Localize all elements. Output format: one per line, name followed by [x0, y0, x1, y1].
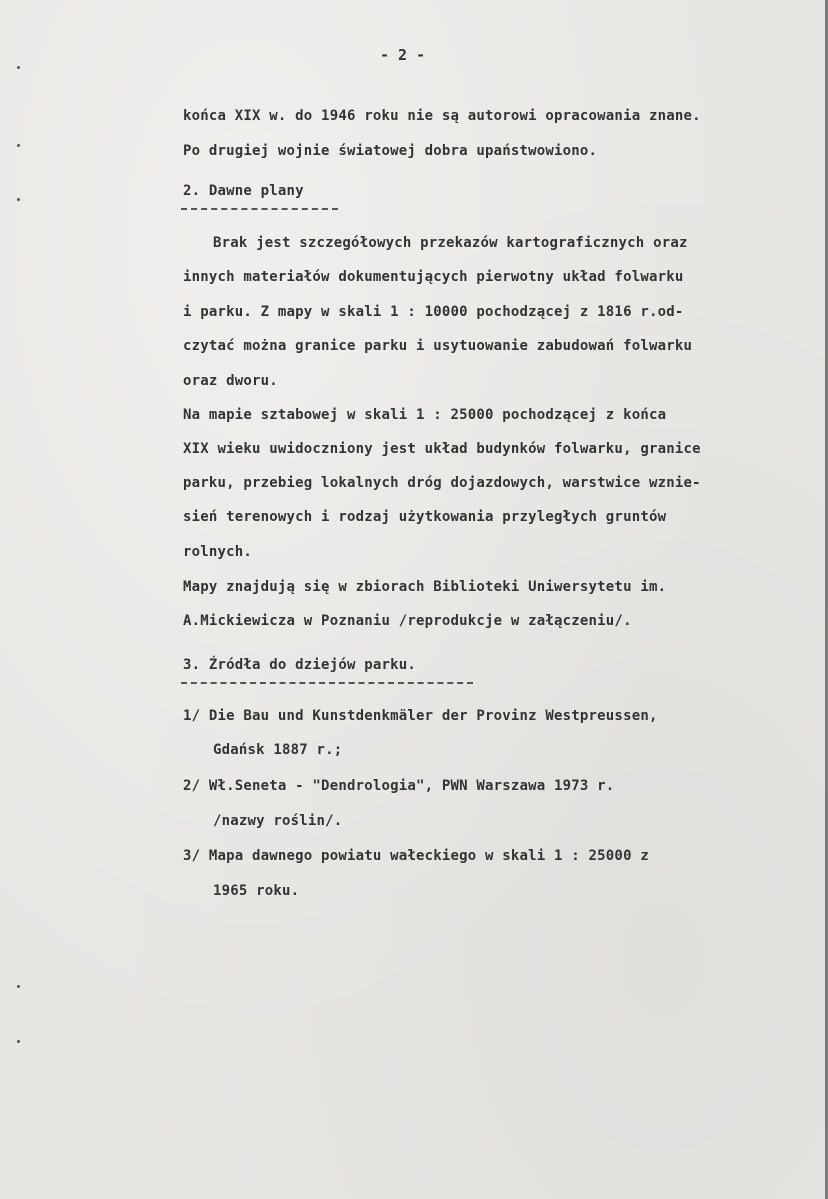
paragraph-line: Na mapie sztabowej w skali 1 : 25000 pochodzącej z końca [183, 407, 667, 423]
paragraph-line: rolnych. [183, 544, 253, 560]
paragraph-line: sień terenowych i rodzaj użytkowania przyległych gruntów [183, 509, 667, 525]
margin-dot [17, 1040, 20, 1043]
section-2-underline [181, 208, 338, 210]
paragraph-line: Brak jest szczegółowych przekazów kartograficznych oraz [213, 235, 688, 251]
intro-line: końca XIX w. do 1946 roku nie są autorowi opracowania znane. [183, 108, 701, 124]
section-3-heading: 3. Źródła do dziejów parku. [183, 657, 416, 673]
margin-dot [17, 66, 20, 69]
source-item-continuation: 1965 roku. [213, 883, 300, 899]
paragraph-line: i parku. Z mapy w skali 1 : 10000 pochodzącej z 1816 r.od- [183, 304, 684, 320]
source-item: 2/ Wł.Seneta - "Dendrologia", PWN Warszawa 1973 r. [183, 778, 615, 794]
section-3-underline [181, 682, 473, 684]
intro-line: Po drugiej wojnie światowej dobra upaństwowiono. [183, 143, 598, 159]
page-number: - 2 - [380, 46, 426, 64]
margin-dot [17, 144, 20, 147]
source-item-continuation: /nazwy roślin/. [213, 813, 343, 829]
section-2-heading: 2. Dawne plany [183, 183, 304, 199]
source-item: 1/ Die Bau und Kunstdenkmäler der Provinz Westpreussen, [183, 708, 658, 724]
paragraph-line: oraz dworu. [183, 373, 278, 389]
paragraph-line: innych materiałów dokumentujących pierwotny układ folwarku [183, 269, 684, 285]
source-item-continuation: Gdańsk 1887 r.; [213, 742, 343, 758]
paragraph-line: A.Mickiewicza w Poznaniu /reprodukcje w załączeniu/. [183, 613, 632, 629]
paragraph-line: czytać można granice parku i usytuowanie zabudowań folwarku [183, 338, 693, 354]
paragraph-line: Mapy znajdują się w zbiorach Biblioteki Uniwersytetu im. [183, 579, 667, 595]
paragraph-line: XIX wieku uwidoczniony jest układ budynków folwarku, granice [183, 441, 701, 457]
margin-dot [17, 985, 20, 988]
source-item: 3/ Mapa dawnego powiatu wałeckiego w skali 1 : 25000 z [183, 848, 649, 864]
margin-dot [17, 198, 20, 201]
paragraph-line: parku, przebieg lokalnych dróg dojazdowych, warstwice wznie- [183, 475, 701, 491]
